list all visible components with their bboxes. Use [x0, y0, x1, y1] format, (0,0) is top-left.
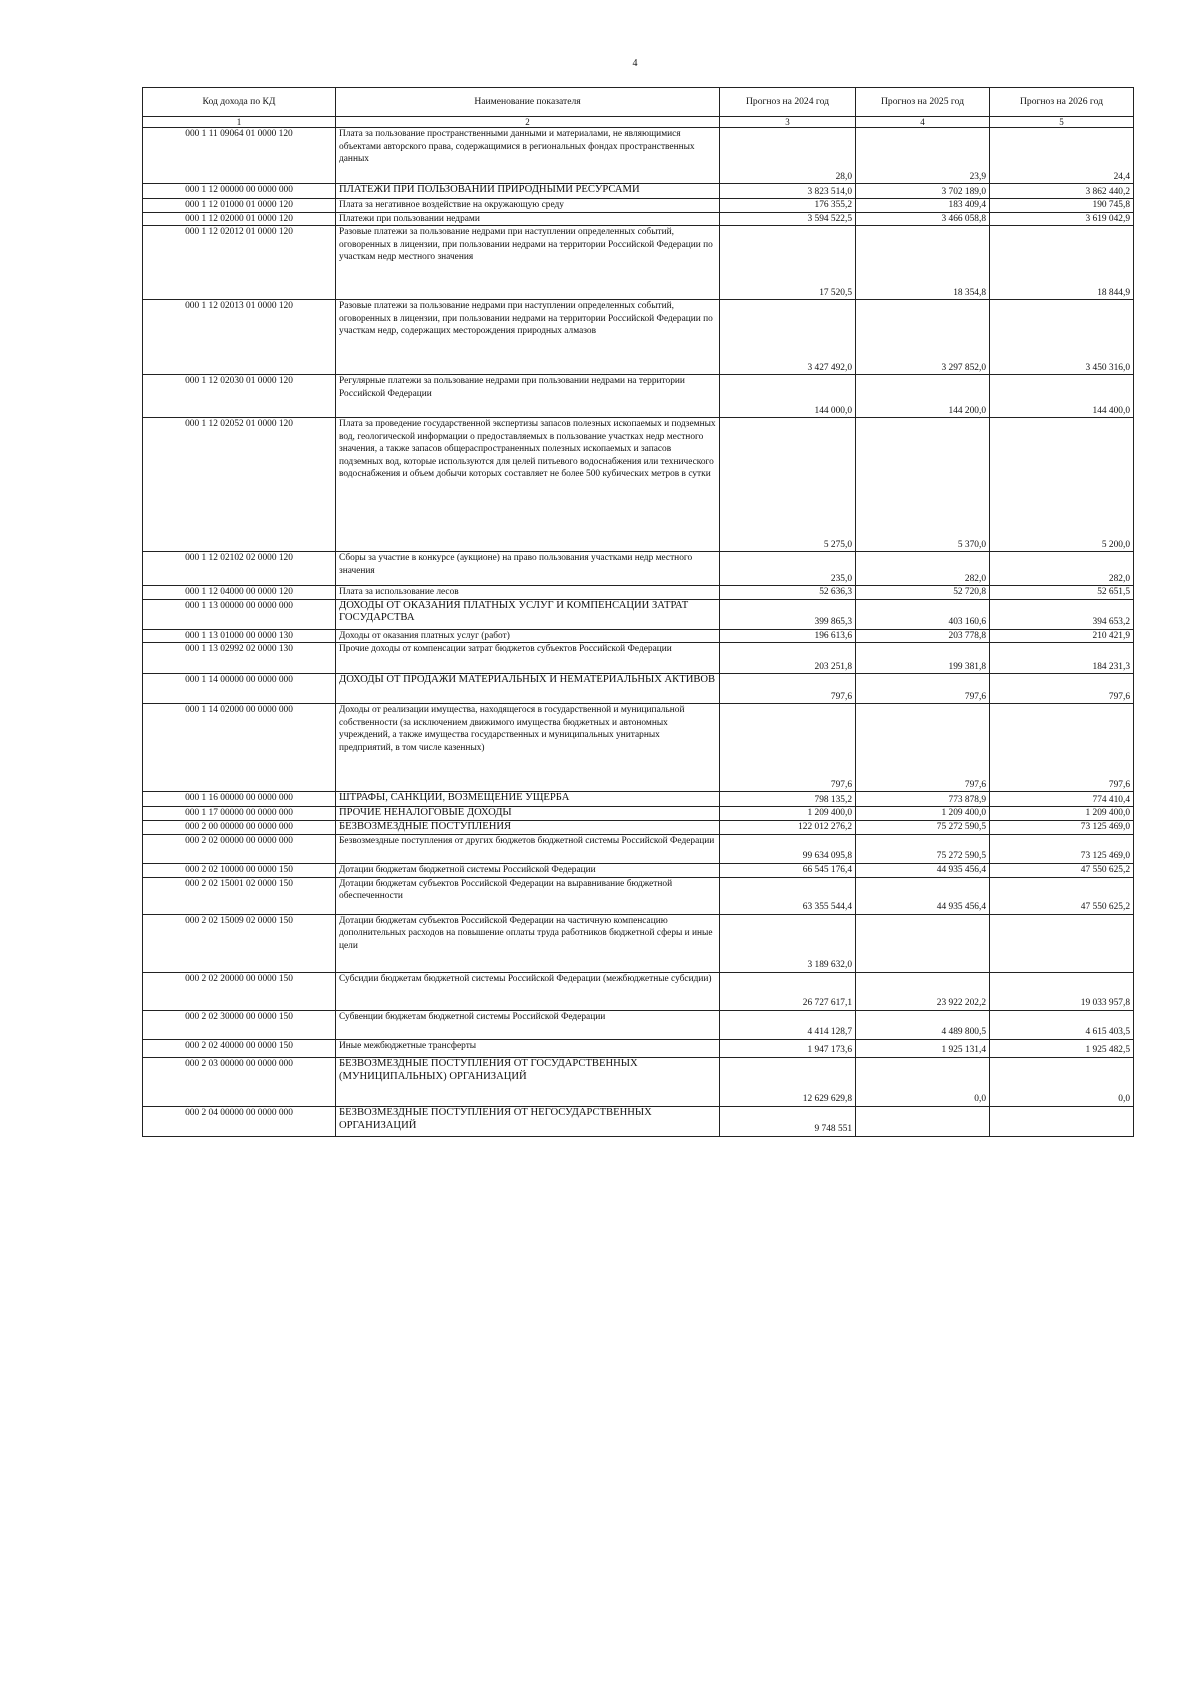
indicator-name-cell: Плата за негативное воздействие на окружающую среду [336, 199, 720, 213]
indicator-name-cell: Платежи при пользовании недрами [336, 212, 720, 226]
table-row [143, 599, 1134, 629]
forecast-2026-cell: 394 653,2 [990, 599, 1134, 629]
forecast-2024-cell: 3 594 522,5 [720, 212, 856, 226]
forecast-2026-cell: 19 033 957,8 [990, 972, 1134, 1010]
indicator-name-cell: ПРОЧИЕ НЕНАЛОГОВЫЕ ДОХОДЫ [336, 807, 720, 821]
table-row [143, 552, 1134, 586]
forecast-2025-cell: 75 272 590,5 [856, 834, 990, 863]
forecast-2026-cell: 24,4 [990, 128, 1134, 184]
code-cell: 000 2 02 40000 00 0000 150 [143, 1039, 336, 1057]
forecast-2025-cell [856, 914, 990, 972]
code-cell: 000 1 12 00000 00 0000 000 [143, 184, 336, 199]
code-cell: 000 1 13 00000 00 0000 000 [143, 599, 336, 629]
code-cell: 000 1 14 02000 00 0000 000 [143, 704, 336, 792]
code-cell: 000 1 12 02012 01 0000 120 [143, 226, 336, 300]
forecast-2024-cell: 26 727 617,1 [720, 972, 856, 1010]
column-number: 1 [143, 117, 336, 128]
forecast-2024-cell: 4 414 128,7 [720, 1010, 856, 1039]
indicator-name-cell: Плата за проведение государственной экспертизы запасов полезных ископаемых и подземных вод, геологической информации о предоставляемых в пользование участках недр местного значения, а также запасов общераспространенных полезных ископаемых и запасов подземных вод, которые используются для целей питьевого водоснабжения или технического водоснабжения и объем добычи которых составляет не более 500 кубических метров в сутки [336, 418, 720, 552]
column-number: 3 [720, 117, 856, 128]
indicator-name-cell: БЕЗВОЗМЕЗДНЫЕ ПОСТУПЛЕНИЯ [336, 820, 720, 834]
forecast-2025-cell: 797,6 [856, 704, 990, 792]
code-cell: 000 2 02 15001 02 0000 150 [143, 877, 336, 914]
indicator-name-cell: ШТРАФЫ, САНКЦИИ, ВОЗМЕЩЕНИЕ УЩЕРБА [336, 792, 720, 807]
table-row [143, 877, 1134, 914]
table-row [143, 820, 1134, 834]
forecast-2025-cell: 5 370,0 [856, 418, 990, 552]
forecast-2026-cell: 5 200,0 [990, 418, 1134, 552]
forecast-2026-cell: 73 125 469,0 [990, 820, 1134, 834]
table-row [143, 674, 1134, 704]
code-cell: 000 2 02 20000 00 0000 150 [143, 972, 336, 1010]
column-number: 2 [336, 117, 720, 128]
code-cell: 000 2 02 00000 00 0000 000 [143, 834, 336, 863]
forecast-2025-cell: 797,6 [856, 674, 990, 704]
forecast-2025-cell: 3 702 189,0 [856, 184, 990, 199]
forecast-2024-cell: 144 000,0 [720, 375, 856, 418]
code-cell: 000 2 04 00000 00 0000 000 [143, 1106, 336, 1136]
indicator-name-cell: Иные межбюджетные трансферты [336, 1039, 720, 1057]
forecast-2025-cell: 44 935 456,4 [856, 863, 990, 877]
indicator-name-cell: ДОХОДЫ ОТ ОКАЗАНИЯ ПЛАТНЫХ УСЛУГ И КОМПЕНСАЦИИ ЗАТРАТ ГОСУДАРСТВА [336, 599, 720, 629]
forecast-2025-cell: 1 209 400,0 [856, 807, 990, 821]
code-cell: 000 1 12 04000 00 0000 120 [143, 586, 336, 600]
table-row [143, 863, 1134, 877]
forecast-2024-cell: 203 251,8 [720, 643, 856, 674]
forecast-2025-cell: 3 466 058,8 [856, 212, 990, 226]
code-cell: 000 1 12 01000 01 0000 120 [143, 199, 336, 213]
forecast-2026-cell: 47 550 625,2 [990, 863, 1134, 877]
forecast-2026-cell: 18 844,9 [990, 226, 1134, 300]
indicator-name-cell: ПЛАТЕЖИ ПРИ ПОЛЬЗОВАНИИ ПРИРОДНЫМИ РЕСУРСАМИ [336, 184, 720, 199]
forecast-2025-cell: 23 922 202,2 [856, 972, 990, 1010]
forecast-2024-cell: 66 545 176,4 [720, 863, 856, 877]
header-name: Наименование показателя [336, 88, 720, 117]
forecast-2024-cell: 1 947 173,6 [720, 1039, 856, 1057]
indicator-name-cell: Субвенции бюджетам бюджетной системы Российской Федерации [336, 1010, 720, 1039]
table-row [143, 629, 1134, 643]
forecast-2025-cell [856, 1106, 990, 1136]
indicator-name-cell: Разовые платежи за пользование недрами при наступлении определенных событий, оговоренных в лицензии, при пользовании недрами на территории Российской Федерации по участкам недр местного значения [336, 226, 720, 300]
forecast-2024-cell: 52 636,3 [720, 586, 856, 600]
forecast-2026-cell: 774 410,4 [990, 792, 1134, 807]
forecast-2025-cell: 282,0 [856, 552, 990, 586]
header-row [143, 88, 1134, 117]
header-2024: Прогноз на 2024 год [720, 88, 856, 117]
indicator-name-cell: Плата за использование лесов [336, 586, 720, 600]
indicator-name-cell: Субсидии бюджетам бюджетной системы Российской Федерации (межбюджетные субсидии) [336, 972, 720, 1010]
forecast-2026-cell: 797,6 [990, 704, 1134, 792]
forecast-2024-cell: 12 629 629,8 [720, 1057, 856, 1106]
table-row [143, 199, 1134, 213]
indicator-name-cell: Доходы от оказания платных услуг (работ) [336, 629, 720, 643]
table-row [143, 834, 1134, 863]
indicator-name-cell: Регулярные платежи за пользование недрами при пользовании недрами на территории Российской Федерации [336, 375, 720, 418]
forecast-2026-cell: 47 550 625,2 [990, 877, 1134, 914]
forecast-2026-cell: 282,0 [990, 552, 1134, 586]
forecast-2025-cell: 18 354,8 [856, 226, 990, 300]
indicator-name-cell: ДОХОДЫ ОТ ПРОДАЖИ МАТЕРИАЛЬНЫХ И НЕМАТЕРИАЛЬНЫХ АКТИВОВ [336, 674, 720, 704]
forecast-2026-cell: 52 651,5 [990, 586, 1134, 600]
forecast-2025-cell: 52 720,8 [856, 586, 990, 600]
forecast-2025-cell: 0,0 [856, 1057, 990, 1106]
forecast-2024-cell: 5 275,0 [720, 418, 856, 552]
table-row [143, 914, 1134, 972]
forecast-2025-cell: 44 935 456,4 [856, 877, 990, 914]
indicator-name-cell: БЕЗВОЗМЕЗДНЫЕ ПОСТУПЛЕНИЯ ОТ ГОСУДАРСТВЕННЫХ (МУНИЦИПАЛЬНЫХ) ОРГАНИЗАЦИЙ [336, 1057, 720, 1106]
forecast-2024-cell: 797,6 [720, 674, 856, 704]
forecast-2025-cell: 403 160,6 [856, 599, 990, 629]
forecast-2024-cell: 399 865,3 [720, 599, 856, 629]
indicator-name-cell: Дотации бюджетам субъектов Российской Федерации на частичную компенсацию дополнительных расходов на повышение оплаты труда работников бюджетной сферы и иные цели [336, 914, 720, 972]
table-row [143, 128, 1134, 184]
code-cell: 000 1 12 02013 01 0000 120 [143, 300, 336, 375]
table-row [143, 704, 1134, 792]
table-row [143, 1039, 1134, 1057]
table-row [143, 1057, 1134, 1106]
forecast-2025-cell: 773 878,9 [856, 792, 990, 807]
code-cell: 000 2 00 00000 00 0000 000 [143, 820, 336, 834]
forecast-2026-cell: 73 125 469,0 [990, 834, 1134, 863]
forecast-2025-cell: 4 489 800,5 [856, 1010, 990, 1039]
indicator-name-cell: Разовые платежи за пользование недрами при наступлении определенных событий, оговоренных в лицензии, при пользовании недрами на территории Российской Федерации по участкам недр, содержащих месторождения природных алмазов [336, 300, 720, 375]
page-number: 4 [632, 58, 638, 69]
forecast-2026-cell: 144 400,0 [990, 375, 1134, 418]
table-row [143, 972, 1134, 1010]
forecast-2026-cell [990, 1106, 1134, 1136]
forecast-2026-cell: 184 231,3 [990, 643, 1134, 674]
table-row [143, 300, 1134, 375]
forecast-2026-cell [990, 914, 1134, 972]
forecast-2024-cell: 28,0 [720, 128, 856, 184]
forecast-2024-cell: 798 135,2 [720, 792, 856, 807]
forecast-2025-cell: 23,9 [856, 128, 990, 184]
table-row [143, 375, 1134, 418]
table-row [143, 643, 1134, 674]
forecast-2026-cell: 797,6 [990, 674, 1134, 704]
code-cell: 000 1 16 00000 00 0000 000 [143, 792, 336, 807]
forecast-2026-cell: 210 421,9 [990, 629, 1134, 643]
forecast-2024-cell: 3 823 514,0 [720, 184, 856, 199]
forecast-2025-cell: 3 297 852,0 [856, 300, 990, 375]
indicator-name-cell: Сборы за участие в конкурсе (аукционе) на право пользования участками недр местного значения [336, 552, 720, 586]
code-cell: 000 1 13 02992 02 0000 130 [143, 643, 336, 674]
code-cell: 000 1 12 02052 01 0000 120 [143, 418, 336, 552]
forecast-2026-cell: 1 209 400,0 [990, 807, 1134, 821]
forecast-2025-cell: 183 409,4 [856, 199, 990, 213]
forecast-2025-cell: 75 272 590,5 [856, 820, 990, 834]
forecast-2024-cell: 196 613,6 [720, 629, 856, 643]
indicator-name-cell: Дотации бюджетам бюджетной системы Российской Федерации [336, 863, 720, 877]
forecast-2025-cell: 144 200,0 [856, 375, 990, 418]
header-2025: Прогноз на 2025 год [856, 88, 990, 117]
forecast-2024-cell: 17 520,5 [720, 226, 856, 300]
forecast-2024-cell: 3 189 632,0 [720, 914, 856, 972]
forecast-2026-cell: 190 745,8 [990, 199, 1134, 213]
forecast-2024-cell: 1 209 400,0 [720, 807, 856, 821]
table-row [143, 1010, 1134, 1039]
forecast-2026-cell: 3 619 042,9 [990, 212, 1134, 226]
table-row [143, 586, 1134, 600]
table-row [143, 226, 1134, 300]
forecast-2024-cell: 99 634 095,8 [720, 834, 856, 863]
code-cell: 000 1 12 02030 01 0000 120 [143, 375, 336, 418]
header-2026: Прогноз на 2026 год [990, 88, 1134, 117]
indicator-name-cell: БЕЗВОЗМЕЗДНЫЕ ПОСТУПЛЕНИЯ ОТ НЕГОСУДАРСТВЕННЫХ ОРГАНИЗАЦИЙ [336, 1106, 720, 1136]
table-row [143, 1106, 1134, 1136]
indicator-name-cell: Безвозмездные поступления от других бюджетов бюджетной системы Российской Федерации [336, 834, 720, 863]
forecast-2025-cell: 203 778,8 [856, 629, 990, 643]
table-row [143, 792, 1134, 807]
code-cell: 000 1 11 09064 01 0000 120 [143, 128, 336, 184]
forecast-2026-cell: 4 615 403,5 [990, 1010, 1134, 1039]
revenue-forecast-table [142, 87, 1134, 1137]
code-cell: 000 2 03 00000 00 0000 000 [143, 1057, 336, 1106]
indicator-name-cell: Прочие доходы от компенсации затрат бюджетов субъектов Российской Федерации [336, 643, 720, 674]
indicator-name-cell: Плата за пользование пространственными данными и материалами, не являющимися объектами авторского права, содержащимися в региональных фондах пространственных данных [336, 128, 720, 184]
code-cell: 000 1 14 00000 00 0000 000 [143, 674, 336, 704]
forecast-2024-cell: 63 355 544,4 [720, 877, 856, 914]
forecast-2024-cell: 9 748 551 [720, 1106, 856, 1136]
forecast-2024-cell: 176 355,2 [720, 199, 856, 213]
forecast-2025-cell: 199 381,8 [856, 643, 990, 674]
column-number: 4 [856, 117, 990, 128]
code-cell: 000 2 02 30000 00 0000 150 [143, 1010, 336, 1039]
header-code: Код дохода по КД [143, 88, 336, 117]
forecast-2026-cell: 3 450 316,0 [990, 300, 1134, 375]
indicator-name-cell: Дотации бюджетам субъектов Российской Федерации на выравнивание бюджетной обеспеченности [336, 877, 720, 914]
code-cell: 000 2 02 15009 02 0000 150 [143, 914, 336, 972]
indicator-name-cell: Доходы от реализации имущества, находящегося в государственной и муниципальной собственности (за исключением движимого имущества бюджетных и автономных учреждений, а также имущества государственных и муниципальных унитарных предприятий, в том числе казенных) [336, 704, 720, 792]
table-row [143, 807, 1134, 821]
forecast-2026-cell: 0,0 [990, 1057, 1134, 1106]
forecast-2024-cell: 797,6 [720, 704, 856, 792]
code-cell: 000 1 13 01000 00 0000 130 [143, 629, 336, 643]
code-cell: 000 1 12 02102 02 0000 120 [143, 552, 336, 586]
table-row [143, 212, 1134, 226]
code-cell: 000 1 12 02000 01 0000 120 [143, 212, 336, 226]
code-cell: 000 2 02 10000 00 0000 150 [143, 863, 336, 877]
column-number-row [143, 117, 1134, 128]
code-cell: 000 1 17 00000 00 0000 000 [143, 807, 336, 821]
forecast-2024-cell: 122 012 276,2 [720, 820, 856, 834]
column-number: 5 [990, 117, 1134, 128]
forecast-2024-cell: 3 427 492,0 [720, 300, 856, 375]
forecast-2025-cell: 1 925 131,4 [856, 1039, 990, 1057]
table-row [143, 418, 1134, 552]
table-row [143, 184, 1134, 199]
forecast-2026-cell: 3 862 440,2 [990, 184, 1134, 199]
forecast-2024-cell: 235,0 [720, 552, 856, 586]
forecast-2026-cell: 1 925 482,5 [990, 1039, 1134, 1057]
